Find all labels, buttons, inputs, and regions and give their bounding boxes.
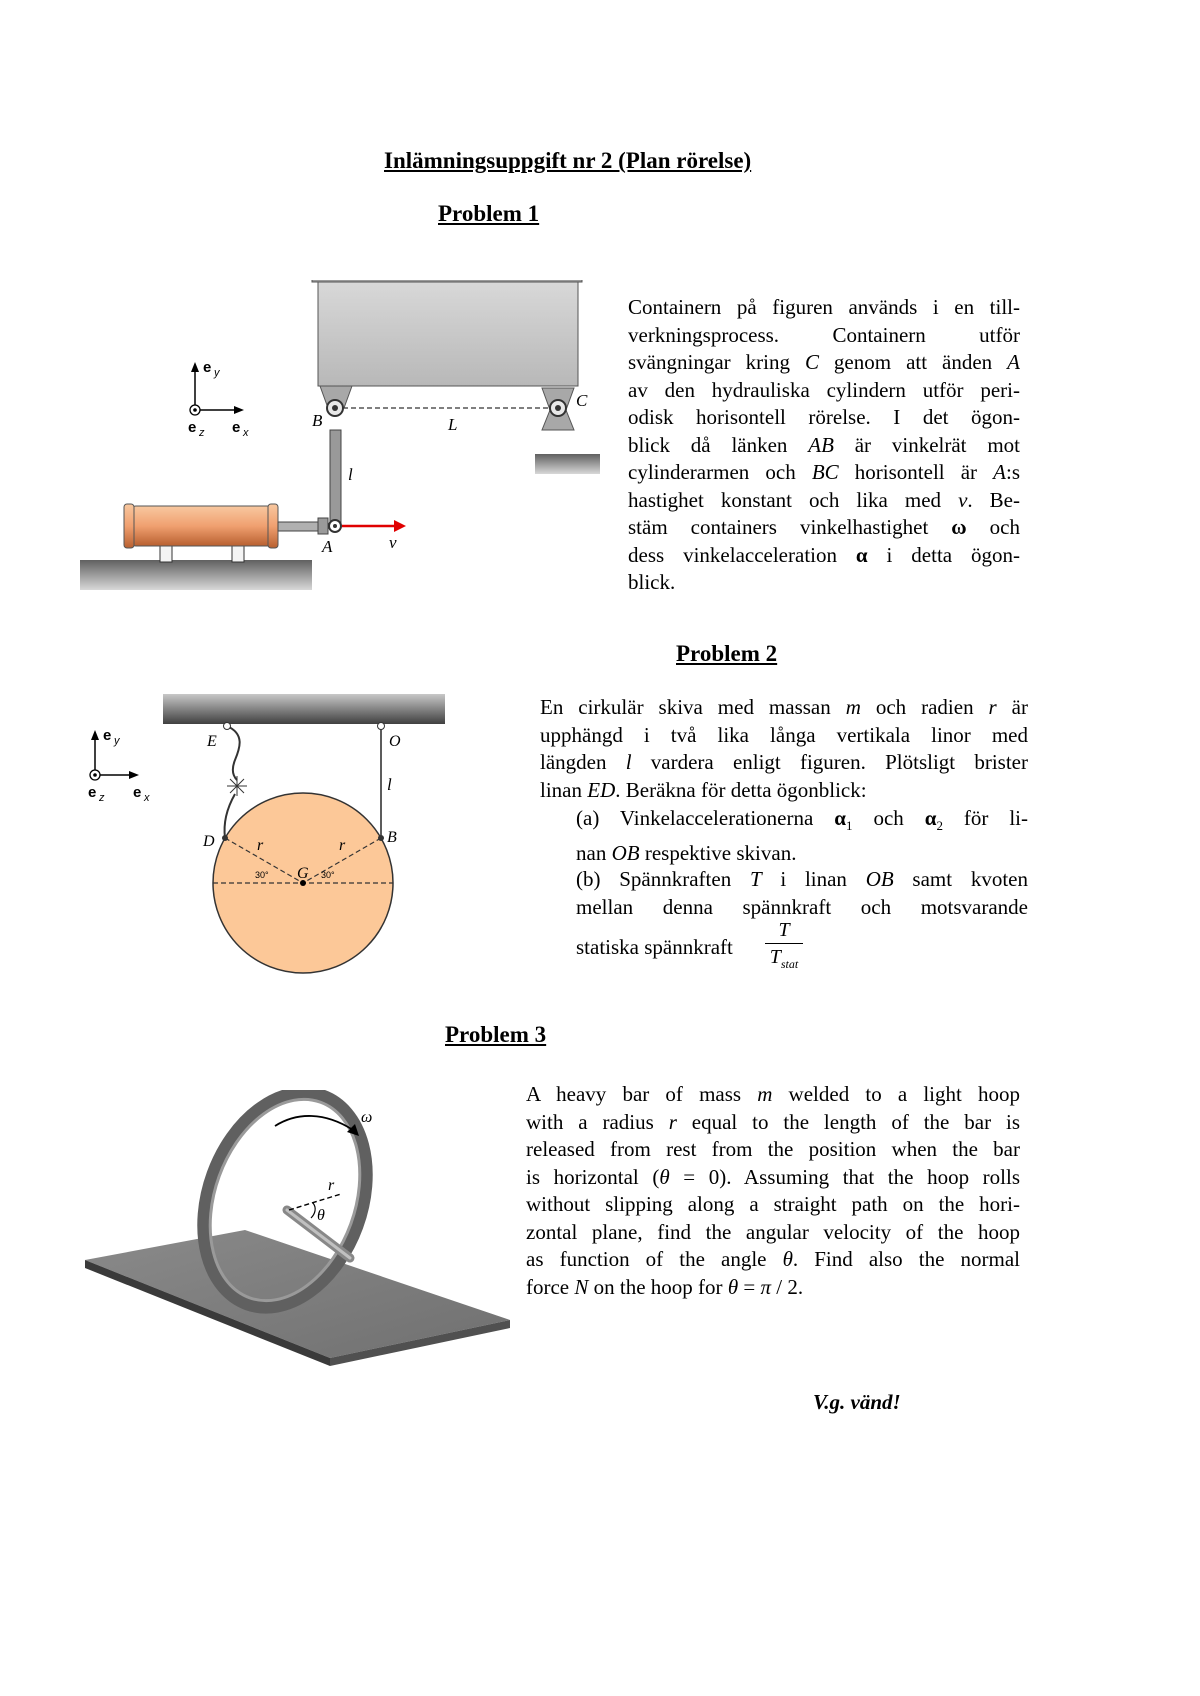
problem2-heading: Problem 2 [676, 641, 778, 666]
problem3-text: A heavy bar of mass m welded to a light hoop with a radius r equal to the length of the bar is released from rest from the position when the bar is horizontal (θ = 0). Assuming that the hoop rolls without slipping along a straight path on the hori- zontal plane, find the angular velocity of the hoop as function of the angle θ. Find also the normal force N on the hoop for θ = π / 2. [526, 1082, 1021, 1299]
problem2-text: En cirkulär skiva med massan m och radien r är upphängd i två lika långa vertikala linor med längden l vardera enligt figuren. Plötsligt brister linan ED. Beräkna för detta ögonblick: [540, 695, 1028, 802]
label-ez: e [188, 419, 197, 436]
label-v: v [389, 533, 397, 552]
fraction-denominator: T [769, 946, 781, 968]
break-icon [227, 776, 247, 796]
label-r1: r [257, 837, 264, 854]
problem2-figure [85, 690, 455, 990]
problem1-heading: Problem 1 [438, 201, 540, 226]
label-l: l [387, 775, 392, 794]
link-AB [330, 430, 341, 527]
label-A: A [322, 537, 333, 556]
piston-rod [278, 522, 318, 531]
label-ey: e [203, 359, 212, 376]
container-body [318, 282, 578, 386]
label-L: L [448, 415, 458, 434]
label-O: O [389, 733, 401, 750]
problem2-item-b-last: statiska spännkraft [576, 935, 733, 959]
svg-text:z: z [99, 792, 105, 804]
footer-note: V.g. vänd! [813, 1390, 901, 1414]
label-ex: e [232, 419, 241, 436]
ceiling [163, 694, 445, 724]
svg-text:x: x [243, 427, 249, 439]
svg-text:y: y [214, 367, 220, 379]
fraction: T $T_{stat}$ [765, 918, 803, 976]
label-C: C [576, 391, 588, 410]
label-ez: e [88, 784, 97, 801]
problem3-figure [85, 1090, 515, 1390]
angle-label-1: 30° [255, 870, 269, 880]
rope-ED-broken [227, 726, 240, 780]
problem1-text: Containern på figuren används i en till- verkningsprocess. Containern utför svängningar kring C genom att änden A av den hydrauliska cylindern utför peri- odisk horisontell rörelse. I det ögon- blick då länken AB är vinkelrät mot cylinderarmen och BC horisontell är A:s hastighet konstant och lika med v. Be- stäm containers vinkelhastighet ω och dess vinkelacceleration α i detta ögon- blick. [628, 295, 1021, 594]
ground-right [535, 454, 600, 474]
label-G: G [297, 865, 309, 882]
svg-text:x: x [144, 792, 150, 804]
label-l: l [348, 465, 353, 484]
problem2-item-a: (a) Vinkelaccelerationerna $\alpha_1$ och $\alpha_2$ för li- nan OB respektive skivan. [576, 806, 1028, 865]
svg-text:z: z [199, 427, 205, 439]
label-omega: ω [361, 1109, 373, 1126]
label-r: r [328, 1177, 335, 1194]
label-theta: θ [317, 1207, 325, 1224]
problem1-figure [80, 280, 600, 600]
label-D: D [203, 833, 215, 850]
label-r2: r [339, 837, 346, 854]
problem2-item-b: (b) Spännkraften T i linan OB samt kvoten mellan denna spännkraft och motsvarande [576, 867, 1028, 919]
label-B: B [387, 829, 397, 846]
problem3-heading: Problem 3 [445, 1022, 547, 1047]
label-B: B [312, 411, 323, 430]
page-title: Inlämningsuppgift nr 2 (Plan rörelse) [384, 148, 752, 173]
label-ex: e [133, 784, 142, 801]
label-E: E [207, 733, 217, 750]
svg-text:y: y [114, 735, 120, 747]
hydraulic-cylinder [130, 506, 275, 546]
ground-left [80, 560, 312, 590]
label-ey: e [103, 727, 112, 744]
fraction-numerator: T [778, 919, 790, 941]
angle-label-2: 30° [321, 870, 335, 880]
